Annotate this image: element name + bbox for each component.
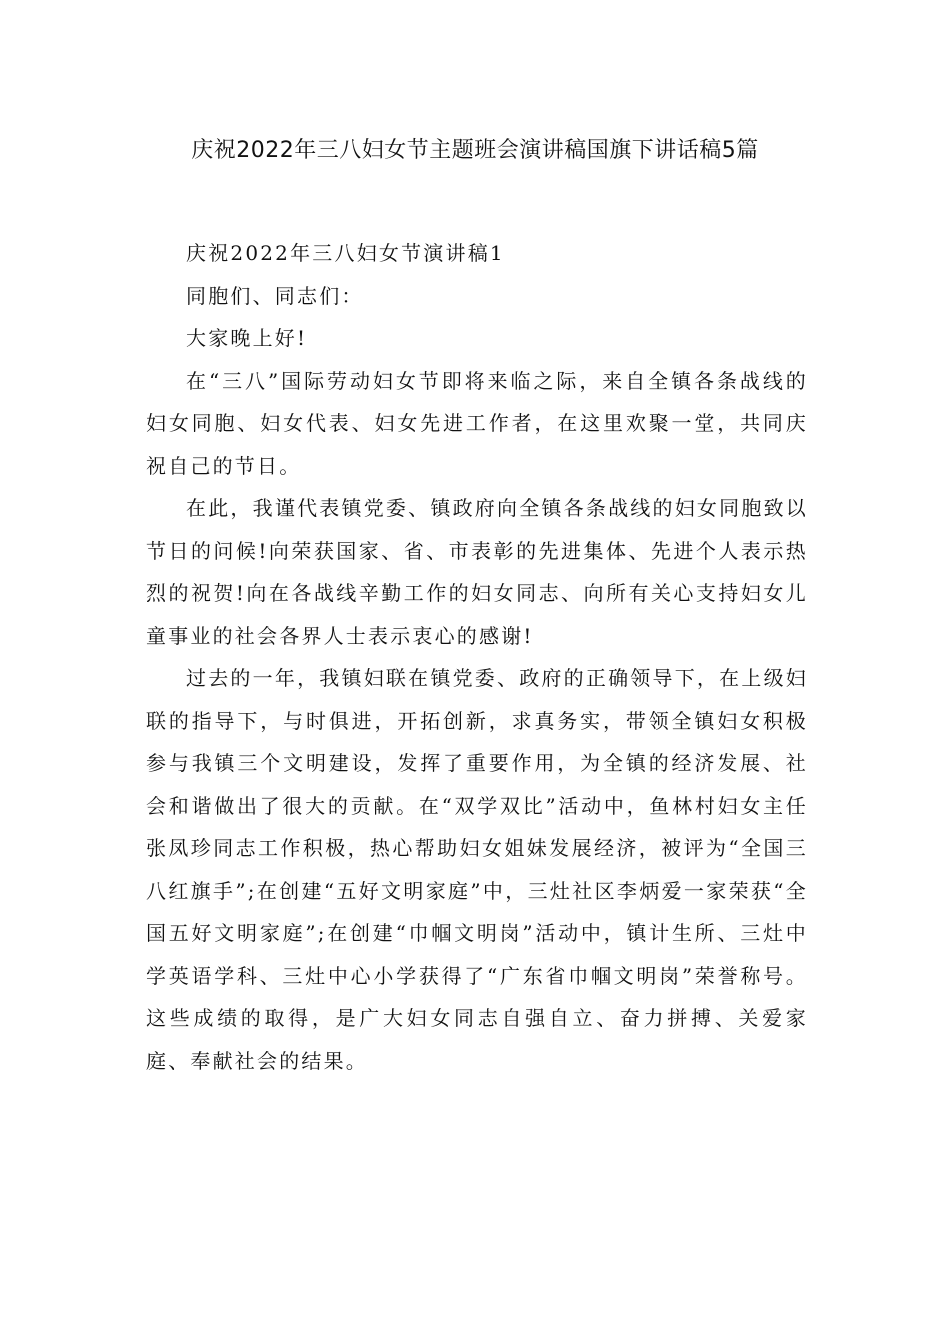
paragraph-greetings: 在此，我谨代表镇党委、镇政府向全镇各条战线的妇女同胞致以节日的问候!向荣获国家、省、市表彰的先进集体、先进个人表示热烈的祝贺!向在各战线辛勤工作的妇女同志、向所有关心支持妇女儿童事业的社会各界人士表示衷心的感谢! — [146, 496, 808, 648]
salutation: 同胞们、同志们： — [186, 283, 364, 308]
paragraph-intro: 在“三八”国际劳动妇女节即将来临之际，来自全镇各条战线的妇女同胞、妇女代表、妇女先进工作者，在这里欢聚一堂，共同庆祝自己的节日。 — [146, 368, 808, 478]
document-body — [146, 232, 808, 1082]
paragraph-achievements: 过去的一年，我镇妇联在镇党委、政府的正确领导下，在上级妇联的指导下，与时俱进，开拓创新，求真务实，带领全镇妇女积极参与我镇三个文明建设，发挥了重要作用，为全镇的经济发展、社会和谐做出了很大的贡献。在“双学双比”活动中，鱼林村妇女主任张凤珍同志工作积极，热心帮助妇女姐妹发展经济，被评为“全国三八红旗手”;在创建“五好文明家庭”中，三灶社区李炳爱一家荣获“全国五好文明家庭”;在创建“巾帼文明岗”活动中，镇计生所、三灶中学英语学科、三灶中心小学获得了“广东省巾帼文明岗”荣誉称号。这些成绩的取得，是广大妇女同志自强自立、奋力拼搏、关爱家庭、奉献社会的结果。 — [146, 666, 808, 1073]
speech-heading: 庆祝2022年三八妇女节演讲稿1 — [186, 241, 505, 265]
document-title: 庆祝2022年三八妇女节主题班会演讲稿国旗下讲话稿5篇 — [191, 138, 759, 163]
greeting: 大家晚上好! — [186, 326, 308, 350]
